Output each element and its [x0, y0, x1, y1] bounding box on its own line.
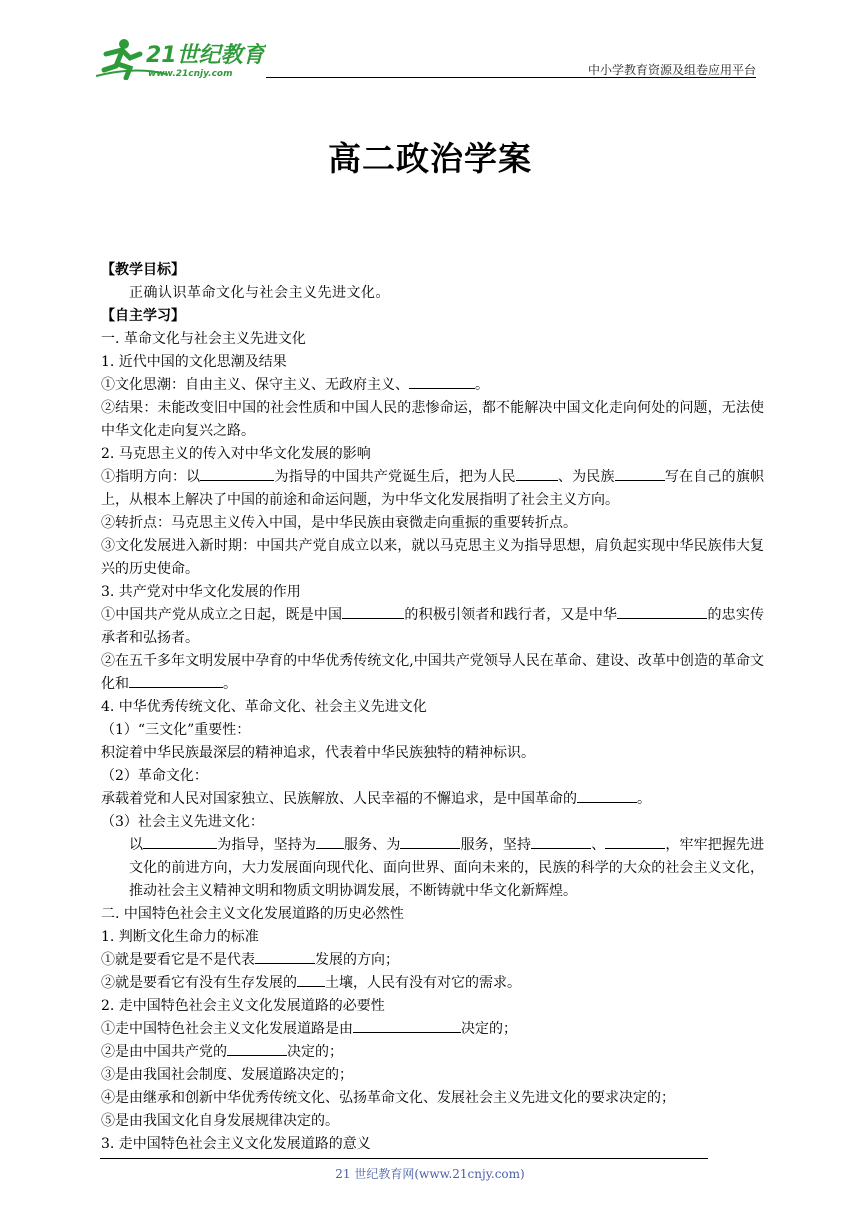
text-run: 服务，坚持: [460, 837, 532, 853]
subheading-1-3: 3. 共产党对中华文化发展的作用: [101, 584, 301, 600]
fill-blank: [143, 834, 217, 849]
logo-main-text: 21世纪教育: [146, 43, 265, 68]
paragraph: [101, 604, 764, 650]
paragraph: 积淀着中华民族最深层的精神追求，代表着中华民族独特的精神标识。: [101, 745, 535, 761]
paragraph: [101, 466, 764, 512]
fill-blank: [200, 466, 274, 481]
fill-blank: [129, 673, 223, 688]
paragraph: ③文化发展进入新时期：中国共产党自成立以来，就以马克思主义为指导思想，肩负起实现中华民族伟大复兴的历史使命。: [101, 538, 764, 577]
fill-blank: [516, 466, 558, 481]
subheading-2-3: 3. 走中国特色社会主义文化发展道路的意义: [101, 1136, 371, 1152]
footer-text: 21 世纪教育网(www.21cnjy.com): [335, 1167, 525, 1181]
paragraph: （1）“三文化”重要性：: [101, 722, 251, 738]
fill-blank: [531, 834, 591, 849]
text-run: ，牢牢把握先进文化的前进方向，大力发展面向现代化、面向世界、面向未来的，民族的科学的大众的社会主义文化，推动社会主义精神文明和物质文明协调发展，不断铸就中华文化新辉煌。: [129, 837, 765, 899]
text-run: 。: [475, 377, 489, 393]
paragraph: （2）革命文化：: [101, 768, 208, 784]
text-run: 发展的方向；: [315, 952, 399, 968]
paragraph: [101, 1018, 764, 1041]
text-run: 的忠实传承者和弘扬者。: [101, 607, 765, 646]
text-run: 决定的；: [287, 1044, 343, 1060]
paragraph: [101, 788, 764, 811]
text-run: 土壤，人民有没有对它的需求。: [325, 975, 521, 991]
text-run: ②是由中国共产党的: [101, 1044, 227, 1060]
header-platform-text: 中小学教育资源及组卷应用平台: [587, 63, 756, 77]
paragraph: [101, 972, 764, 995]
text-run: 写在自己的旗帜上，从根本上解决了中国的前途和命运问题，为中华文化发展指明了社会主义方向。: [101, 469, 765, 508]
paragraph: ⑤是由我国文化自身发展规律决定的。: [101, 1113, 339, 1129]
fill-blank: [577, 788, 637, 803]
text-run: ①指明方向：以: [101, 469, 201, 485]
paragraph: ③是由我国社会制度、发展道路决定的；: [101, 1067, 353, 1083]
text-run: 以: [129, 837, 144, 853]
text-run: 决定的；: [461, 1021, 517, 1037]
site-logo: [96, 36, 266, 80]
fill-blank: [400, 834, 460, 849]
paragraph: [101, 650, 764, 696]
fill-blank: [316, 834, 344, 849]
text-run: 为指导，坚持为: [217, 837, 316, 853]
text-run: 为指导的中国共产党诞生后，把为人民: [274, 469, 516, 485]
section-heading-1: 一. 革命文化与社会主义先进文化: [101, 331, 306, 347]
fill-blank: [227, 1041, 287, 1056]
text-run: 。: [637, 791, 651, 807]
document-body: [101, 259, 764, 1156]
paragraph: ②结果：未能改变旧中国的社会性质和中国人民的悲惨命运，都不能解决中国文化走向何处的问题，无法使中华文化走向复兴之路。: [101, 400, 764, 439]
paragraph: ④是由继承和创新中华优秀传统文化、弘扬革命文化、发展社会主义先进文化的要求决定的；: [101, 1090, 675, 1106]
fill-blank: [255, 949, 315, 964]
study-heading: 【自主学习】: [101, 308, 185, 324]
text-run: 。: [223, 676, 237, 692]
subheading-2-2: 2. 走中国特色社会主义文化发展道路的必要性: [101, 998, 385, 1014]
fill-blank: [353, 1018, 461, 1033]
paragraph: ②转折点：马克思主义传入中国，是中华民族由衰微走向重振的重要转折点。: [101, 515, 577, 531]
logo-url-text: www.21cnjy.com: [148, 69, 233, 79]
text-run: 承载着党和人民对国家独立、民族解放、人民幸福的不懈追求，是中国革命的: [101, 791, 577, 807]
fill-blank: [409, 374, 475, 389]
goals-heading: 【教学目标】: [101, 262, 185, 278]
text-run: 、: [591, 837, 606, 853]
subheading-1-2: 2. 马克思主义的传入对中华文化发展的影响: [101, 446, 371, 462]
paragraph: [101, 834, 764, 903]
text-run: ①中国共产党从成立之日起，既是中国: [101, 607, 343, 623]
page-header: [96, 28, 756, 80]
text-run: ①走中国特色社会主义文化发展道路是由: [101, 1021, 353, 1037]
footer-divider: [100, 1158, 708, 1159]
text-run: ②在五千多年文明发展中孕育的中华优秀传统文化,中国共产党领导人民在革命、建设、改革中创造的革命文化和: [101, 653, 764, 692]
text-run: 服务、为: [343, 837, 401, 853]
text-run: 的积极引领者和践行者，又是中华: [404, 607, 618, 623]
fill-blank: [342, 604, 404, 619]
subheading-1-1: 1. 近代中国的文化思潮及结果: [101, 354, 287, 370]
fill-blank: [617, 604, 707, 619]
text-run: 、为民族: [557, 469, 615, 485]
paragraph: [101, 374, 764, 397]
text-run: ①就是要看它是不是代表: [101, 952, 255, 968]
paragraph: （3）社会主义先进文化：: [101, 814, 264, 830]
paragraph: [101, 949, 764, 972]
runner-logo-icon: [96, 36, 266, 80]
fill-blank: [605, 834, 665, 849]
subheading-1-4: 4. 中华优秀传统文化、革命文化、社会主义先进文化: [101, 699, 427, 715]
goals-text: 正确认识革命文化与社会主义先进文化。: [129, 285, 390, 301]
text-run: ①文化思潮：自由主义、保守主义、无政府主义、: [101, 377, 409, 393]
fill-blank: [297, 972, 325, 987]
text-run: ②就是要看它有没有生存发展的: [101, 975, 297, 991]
subheading-2-1: 1. 判断文化生命力的标准: [101, 929, 259, 945]
fill-blank: [615, 466, 665, 481]
page-title: 高二政治学案: [328, 139, 532, 178]
section-heading-2: 二. 中国特色社会主义文化发展道路的历史必然性: [101, 906, 404, 922]
header-divider: [266, 77, 756, 78]
paragraph: [101, 1041, 764, 1064]
